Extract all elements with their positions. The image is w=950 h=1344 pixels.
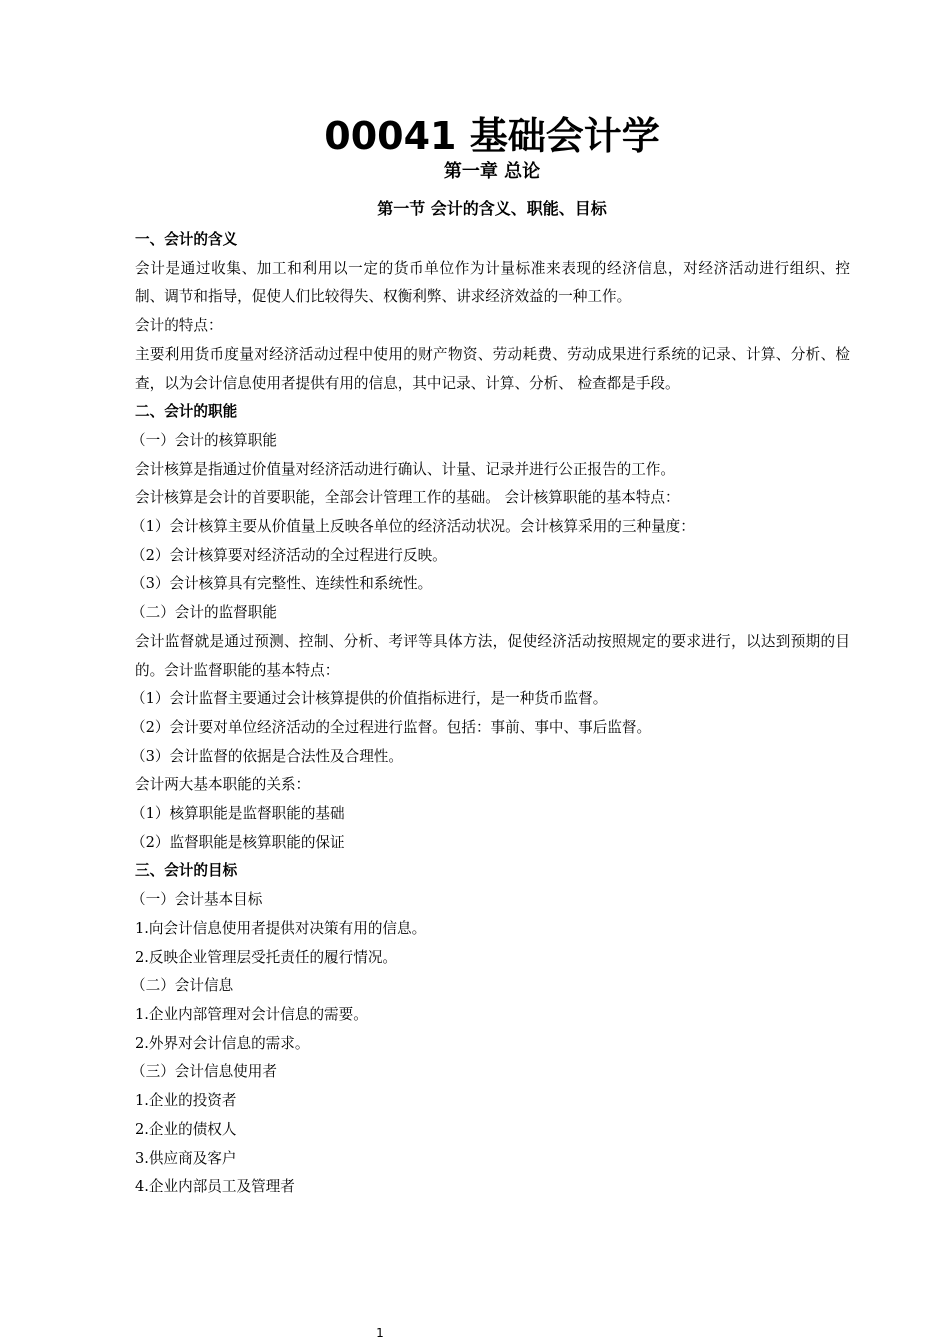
list-item: （三）会计信息使用者 — [131, 1063, 277, 1081]
body-paragraph: 2.外界对会计信息的需求。 — [135, 1034, 310, 1052]
body-paragraph: 3.供应商及客户 — [135, 1149, 237, 1167]
body-paragraph: 会计核算是会计的首要职能，全部会计管理工作的基础。 会计核算职能的基本特点： — [135, 489, 680, 507]
list-item: （一）会计的核算职能 — [131, 431, 277, 449]
body-paragraph: 4.企业内部员工及管理者 — [135, 1178, 295, 1196]
list-item: （1）核算职能是监督职能的基础 — [131, 805, 345, 823]
document-title: 00041 基础会计学 — [324, 114, 660, 158]
list-item: （2）监督职能是核算职能的保证 — [131, 833, 345, 851]
list-item: （二）会计的监督职能 — [131, 604, 277, 622]
body-paragraph: 2.企业的债权人 — [135, 1120, 237, 1138]
list-item: （2）会计要对单位经济活动的全过程进行监督。包括：事前、事中、事后监督。 — [131, 718, 652, 736]
body-paragraph: 1.向会计信息使用者提供对决策有用的信息。 — [135, 919, 427, 937]
list-item: （3）会计监督的依据是合法性及合理性。 — [131, 747, 403, 765]
list-item: （1）会计监督主要通过会计核算提供的价值指标进行，是一种货币监督。 — [131, 690, 608, 708]
body-paragraph: 会计是通过收集、加工和利用以一定的货币单位作为计量标准来表现的经济信息，对经济活动进行组织、控制、调节和指导，促使人们比较得失、权衡利弊、讲求经济效益的一种工作。 — [135, 259, 850, 306]
list-item: （二）会计信息 — [131, 977, 234, 995]
body-paragraph: 会计两大基本职能的关系： — [135, 776, 311, 794]
list-item: （1）会计核算主要从价值量上反映各单位的经济活动状况。会计核算采用的三种量度： — [131, 518, 695, 536]
body-paragraph: 主要利用货币度量对经济活动过程中使用的财产物资、劳动耗费、劳动成果进行系统的记录、计算、分析、检查，以为会计信息使用者提供有用的信息，其中记录、计算、分析、 检查都是手段。 — [135, 345, 850, 392]
body-paragraph: 会计的特点： — [135, 317, 223, 335]
list-item: （2）会计核算要对经济活动的全过程进行反映。 — [131, 546, 447, 564]
body-paragraph: 2.反映企业管理层受托责任的履行情况。 — [135, 948, 398, 966]
body-paragraph: 1.企业的投资者 — [135, 1092, 237, 1110]
document-body — [131, 226, 850, 1202]
body-paragraph: 会计监督就是通过预测、控制、分析、考评等具体方法，促使经济活动按照规定的要求进行，以达到预期的目的。会计监督职能的基本特点： — [135, 632, 850, 679]
section-title: 第一节 会计的含义、职能、目标 — [377, 199, 607, 218]
body-paragraph: 会计核算是指通过价值量对经济活动进行确认、计量、记录并进行公正报告的工作。 — [135, 460, 675, 478]
chapter-title: 第一章 总论 — [443, 161, 541, 182]
list-item: （3）会计核算具有完整性、连续性和系统性。 — [131, 575, 433, 593]
section-heading: 一、会计的含义 — [135, 231, 238, 248]
section-heading: 三、会计的目标 — [135, 862, 238, 880]
list-item: （一）会计基本目标 — [131, 891, 263, 909]
section-heading: 二、会计的职能 — [135, 403, 238, 421]
body-paragraph: 1.企业内部管理对会计信息的需要。 — [135, 1005, 368, 1023]
page-number: 1 — [376, 1326, 384, 1340]
